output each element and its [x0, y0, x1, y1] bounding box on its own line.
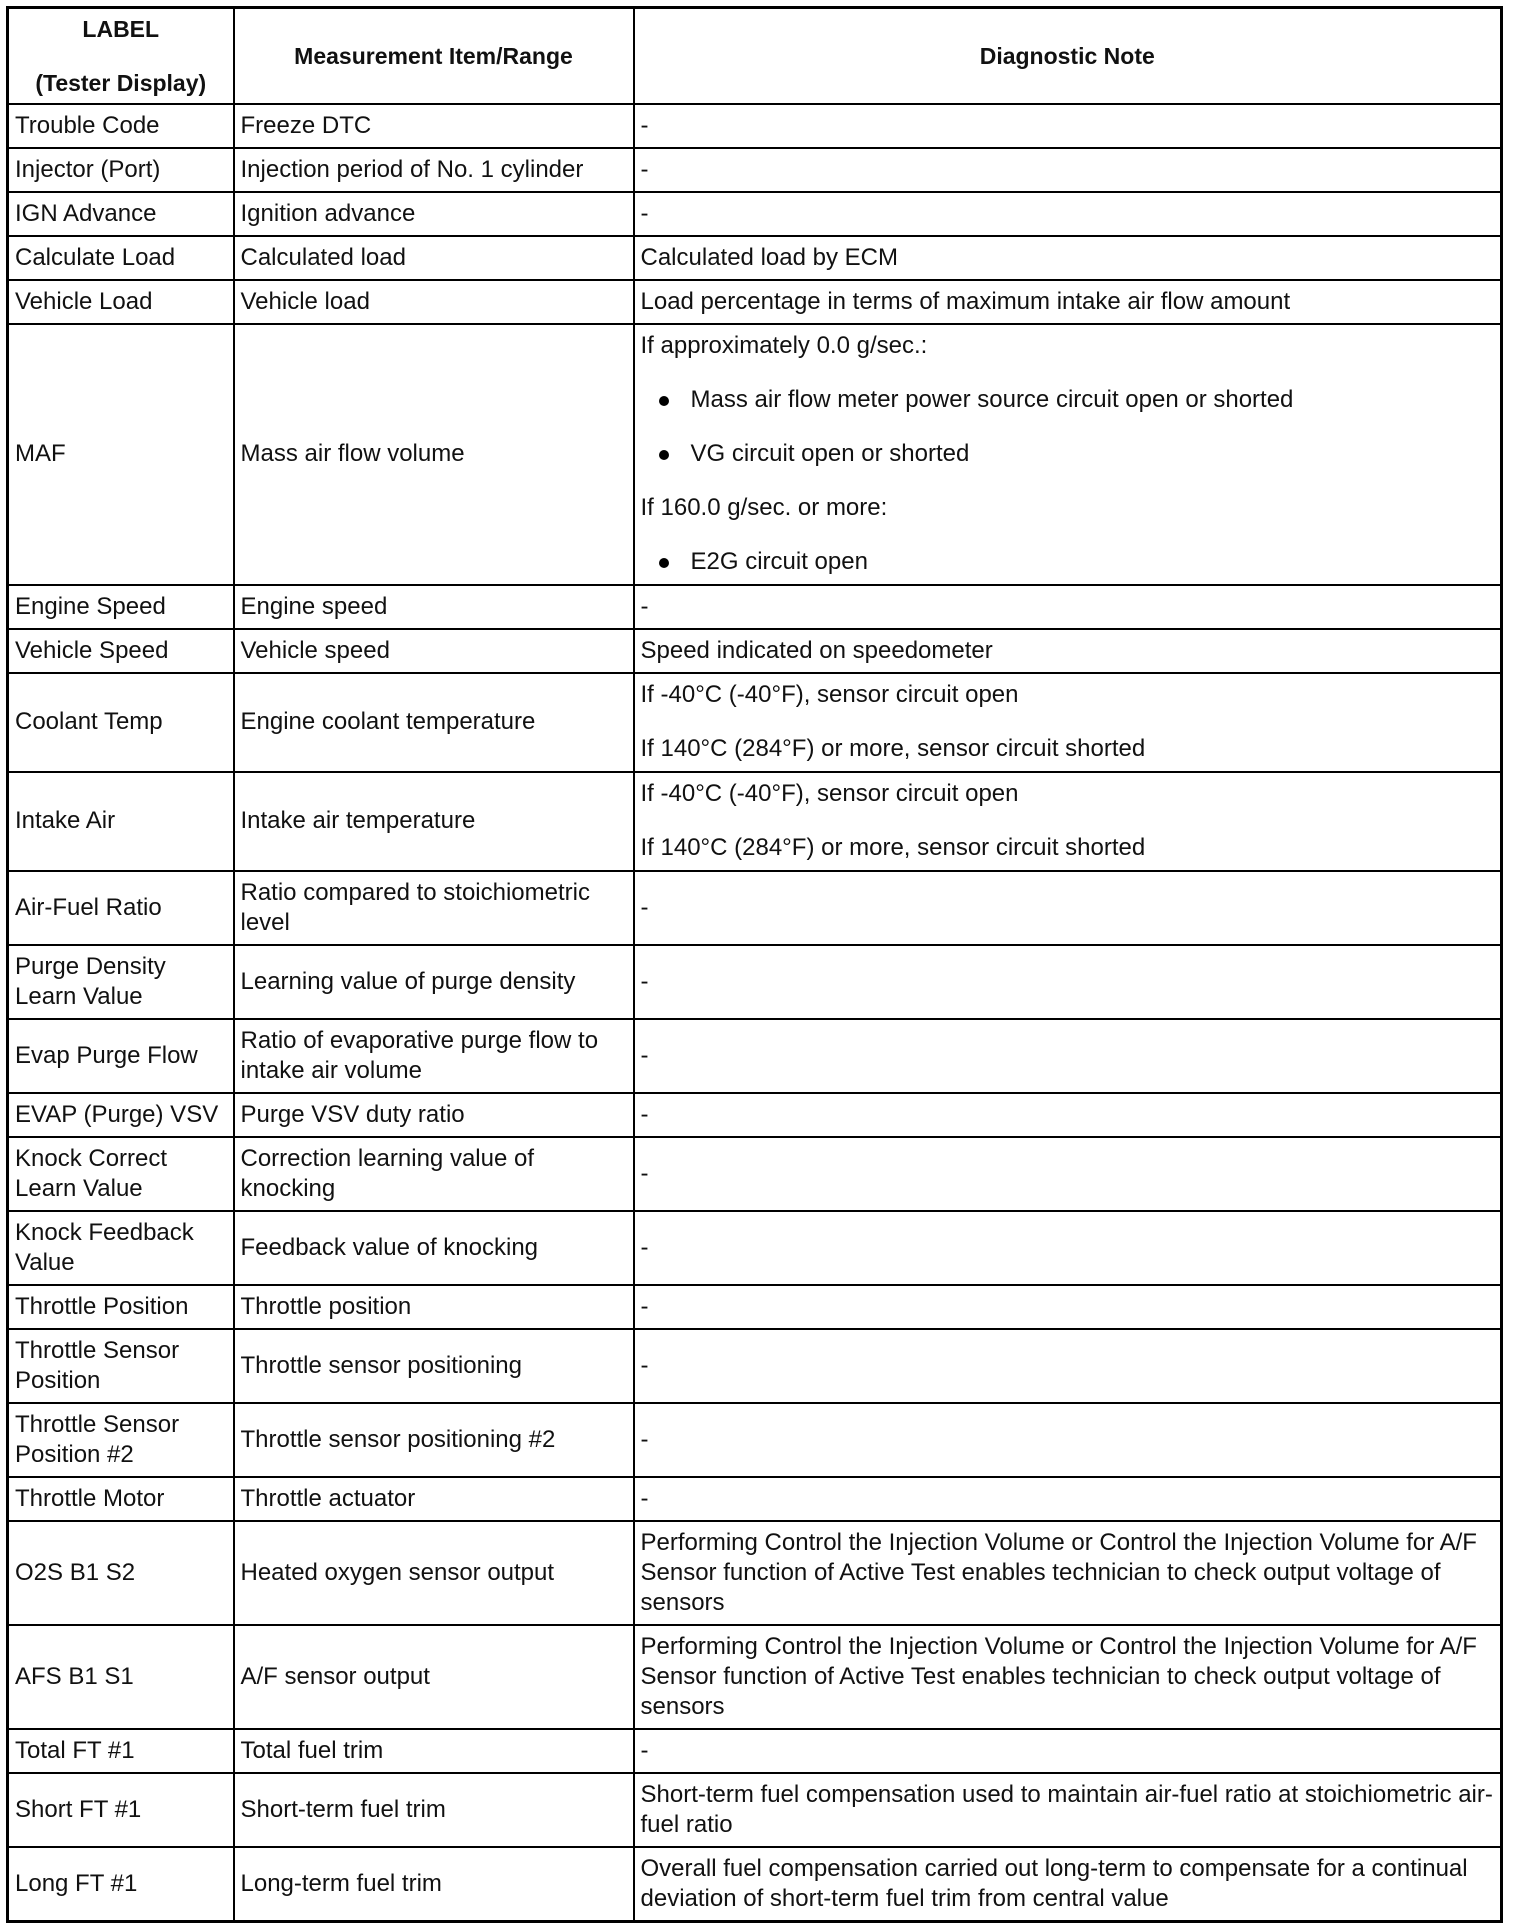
data-list-table	[6, 6, 1503, 1923]
item-cell: Ignition advance	[234, 192, 634, 236]
bullet-icon	[659, 558, 669, 568]
table-row	[8, 1285, 1502, 1329]
label-cell: Knock Correct Learn Value	[8, 1137, 234, 1211]
item-cell: Throttle sensor positioning #2	[234, 1403, 634, 1477]
label-column-header	[8, 8, 234, 104]
label-cell: Coolant Temp	[8, 673, 234, 772]
label-cell: Injector (Port)	[8, 148, 234, 192]
note-cell: Performing Control the Injection Volume or Control the Injection Volume for A/F Sensor function of Active Test enables technician to check output voltage of sensors	[634, 1625, 1502, 1729]
item-cell: Learning value of purge density	[234, 945, 634, 1019]
note-cell: -	[634, 945, 1502, 1019]
table-row	[8, 1477, 1502, 1521]
note-cell: Speed indicated on speedometer	[634, 629, 1502, 673]
item-cell: Throttle actuator	[234, 1477, 634, 1521]
note-bullet-item	[641, 385, 1495, 415]
item-cell: Total fuel trim	[234, 1729, 634, 1773]
item-cell: Vehicle speed	[234, 629, 634, 673]
note-cell: Calculated load by ECM	[634, 236, 1502, 280]
item-cell: Throttle sensor positioning	[234, 1329, 634, 1403]
label-cell: Vehicle Speed	[8, 629, 234, 673]
label-cell: Total FT #1	[8, 1729, 234, 1773]
note-cell: -	[634, 1729, 1502, 1773]
label-cell: Trouble Code	[8, 104, 234, 148]
table-row	[8, 148, 1502, 192]
label-cell: Engine Speed	[8, 585, 234, 629]
header-row	[8, 8, 1502, 104]
note-condition-low: If approximately 0.0 g/sec.:	[640, 332, 928, 359]
item-cell: Correction learning value of knocking	[234, 1137, 634, 1211]
label-cell: Knock Feedback Value	[8, 1211, 234, 1285]
item-cell: Intake air temperature	[234, 772, 634, 871]
note-cell: Load percentage in terms of maximum intake air flow amount	[634, 280, 1502, 324]
note-cell: -	[634, 1329, 1502, 1403]
item-cell: Feedback value of knocking	[234, 1211, 634, 1285]
note-bullet-item	[641, 547, 1495, 577]
label-cell: Calculate Load	[8, 236, 234, 280]
bullet-icon	[659, 396, 669, 406]
item-cell: Freeze DTC	[234, 104, 634, 148]
note-line: If 140°C (284°F) or more, sensor circuit shorted	[640, 735, 1146, 762]
label-cell: Long FT #1	[8, 1847, 234, 1922]
note-cell: -	[634, 1093, 1502, 1137]
note-cell: Overall fuel compensation carried out long-term to compensate for a continual deviation of short-term fuel trim from central value	[634, 1847, 1502, 1922]
bullet-text: Mass air flow meter power source circuit open or shorted	[690, 386, 1294, 413]
note-line: If -40°C (-40°F), sensor circuit open	[640, 681, 1019, 708]
note-cell: -	[634, 148, 1502, 192]
note-cell: -	[634, 104, 1502, 148]
note-cell: -	[634, 192, 1502, 236]
note-cell: -	[634, 1137, 1502, 1211]
label-cell: Throttle Sensor Position	[8, 1329, 234, 1403]
label-cell: Vehicle Load	[8, 280, 234, 324]
label-cell: IGN Advance	[8, 192, 234, 236]
table-row	[8, 1403, 1502, 1477]
label-cell: Throttle Position	[8, 1285, 234, 1329]
table-row	[8, 871, 1502, 945]
note-column-header: Diagnostic Note	[634, 8, 1502, 104]
note-cell	[634, 772, 1502, 871]
note-cell: -	[634, 1285, 1502, 1329]
item-cell: Calculated load	[234, 236, 634, 280]
label-cell: Air-Fuel Ratio	[8, 871, 234, 945]
label-cell: Throttle Motor	[8, 1477, 234, 1521]
table-row	[8, 104, 1502, 148]
note-cell: -	[634, 1211, 1502, 1285]
table-row	[8, 1329, 1502, 1403]
note-cell	[634, 673, 1502, 772]
item-cell: Mass air flow volume	[234, 324, 634, 585]
item-cell: Ratio of evaporative purge flow to intake air volume	[234, 1019, 634, 1093]
table-row	[8, 673, 1502, 772]
note-condition-high: If 160.0 g/sec. or more:	[640, 494, 888, 521]
item-cell: Throttle position	[234, 1285, 634, 1329]
table-row	[8, 192, 1502, 236]
table-row	[8, 1211, 1502, 1285]
measurement-column-header: Measurement Item/Range	[234, 8, 634, 104]
note-cell: -	[634, 1403, 1502, 1477]
label-cell: Purge Density Learn Value	[8, 945, 234, 1019]
label-header-line2: (Tester Display)	[35, 69, 207, 96]
bullet-text: VG circuit open or shorted	[690, 440, 970, 467]
table-row	[8, 585, 1502, 629]
table-row	[8, 1847, 1502, 1922]
label-cell: MAF	[8, 324, 234, 585]
note-cell: Performing Control the Injection Volume or Control the Injection Volume for A/F Sensor function of Active Test enables technician to check output voltage of sensors	[634, 1521, 1502, 1625]
table-row	[8, 1729, 1502, 1773]
item-cell: Short-term fuel trim	[234, 1773, 634, 1847]
note-line: If -40°C (-40°F), sensor circuit open	[640, 780, 1019, 807]
note-cell: Short-term fuel compensation used to maintain air-fuel ratio at stoichiometric air-fuel ratio	[634, 1773, 1502, 1847]
item-cell: Vehicle load	[234, 280, 634, 324]
item-cell: Purge VSV duty ratio	[234, 1093, 634, 1137]
note-cell: -	[634, 1019, 1502, 1093]
label-cell: EVAP (Purge) VSV	[8, 1093, 234, 1137]
table-row	[8, 772, 1502, 871]
item-cell: Ratio compared to stoichiometric level	[234, 871, 634, 945]
table-row	[8, 1521, 1502, 1625]
item-cell: Heated oxygen sensor output	[234, 1521, 634, 1625]
note-cell: -	[634, 585, 1502, 629]
maf-note-block	[641, 331, 1495, 577]
note-cell	[634, 324, 1502, 585]
note-bullet-item	[641, 439, 1495, 469]
table-row	[8, 1137, 1502, 1211]
label-cell: Evap Purge Flow	[8, 1019, 234, 1093]
note-cell: -	[634, 871, 1502, 945]
table-row	[8, 280, 1502, 324]
table-row-maf	[8, 324, 1502, 585]
item-cell: Long-term fuel trim	[234, 1847, 634, 1922]
label-header-line1: LABEL	[82, 15, 160, 42]
label-cell: Throttle Sensor Position #2	[8, 1403, 234, 1477]
item-cell: Engine speed	[234, 585, 634, 629]
label-cell: Intake Air	[8, 772, 234, 871]
item-cell: Injection period of No. 1 cylinder	[234, 148, 634, 192]
table-row	[8, 945, 1502, 1019]
note-line: If 140°C (284°F) or more, sensor circuit shorted	[640, 834, 1146, 861]
table-row	[8, 1625, 1502, 1729]
table-row	[8, 1773, 1502, 1847]
table-row	[8, 236, 1502, 280]
label-cell: AFS B1 S1	[8, 1625, 234, 1729]
label-cell: O2S B1 S2	[8, 1521, 234, 1625]
item-cell: Engine coolant temperature	[234, 673, 634, 772]
table-row	[8, 629, 1502, 673]
label-cell: Short FT #1	[8, 1773, 234, 1847]
table-row	[8, 1093, 1502, 1137]
item-cell: A/F sensor output	[234, 1625, 634, 1729]
table-row	[8, 1019, 1502, 1093]
note-cell: -	[634, 1477, 1502, 1521]
bullet-text: E2G circuit open	[690, 548, 868, 575]
bullet-icon	[659, 450, 669, 460]
